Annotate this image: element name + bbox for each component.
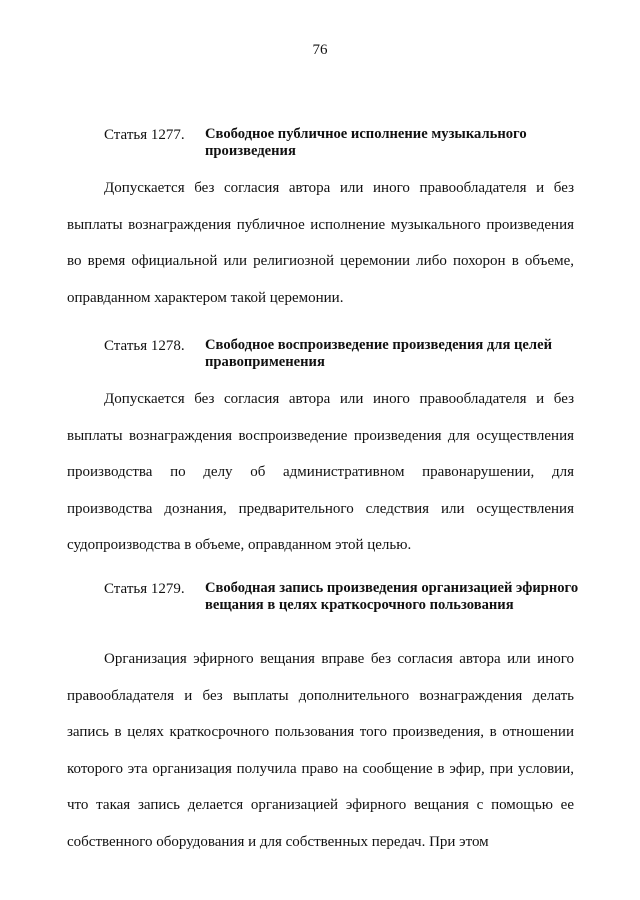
page-number: 76 xyxy=(312,42,328,58)
article-title: Свободное воспроизведение произведения для целей правоприменения xyxy=(205,337,552,370)
article-1279-text: Организация эфирного вещания вправе без согласия автора или иного правообладателя и без выплаты дополнительного вознаграждения делать запись в целях краткосрочного пользования того произведения, в отношении которого эта организация получила право на сообщение в эфир, при условии, что такая запись делается организацией эфирного вещания с помощью ее собственного оборудования и для собственных передач. При этом xyxy=(67,651,574,850)
article-label: Статья 1279. xyxy=(104,581,185,597)
article-label: Статья 1277. xyxy=(104,127,185,143)
article-1278-text: Допускается без согласия автора или иного правообладателя и без выплаты вознаграждения воспроизведение произведения для осуществления производства по делу об административном правонарушении, для производства дознания, предварительного следствия или осуществления судопроизводства в объеме, оправданном этой целью. xyxy=(67,391,574,553)
article-title: Свободное публичное исполнение музыкального произведения xyxy=(205,126,527,159)
article-title: Свободная запись произведения организацией эфирного вещания в целях краткосрочного пользования xyxy=(205,580,579,613)
article-label: Статья 1278. xyxy=(104,338,185,354)
article-1277-text: Допускается без согласия автора или иного правообладателя и без выплаты вознаграждения публичное исполнение музыкального произведения во время официальной или религиозной церемонии либо похорон в объеме, оправданном характером такой церемонии. xyxy=(67,180,574,306)
